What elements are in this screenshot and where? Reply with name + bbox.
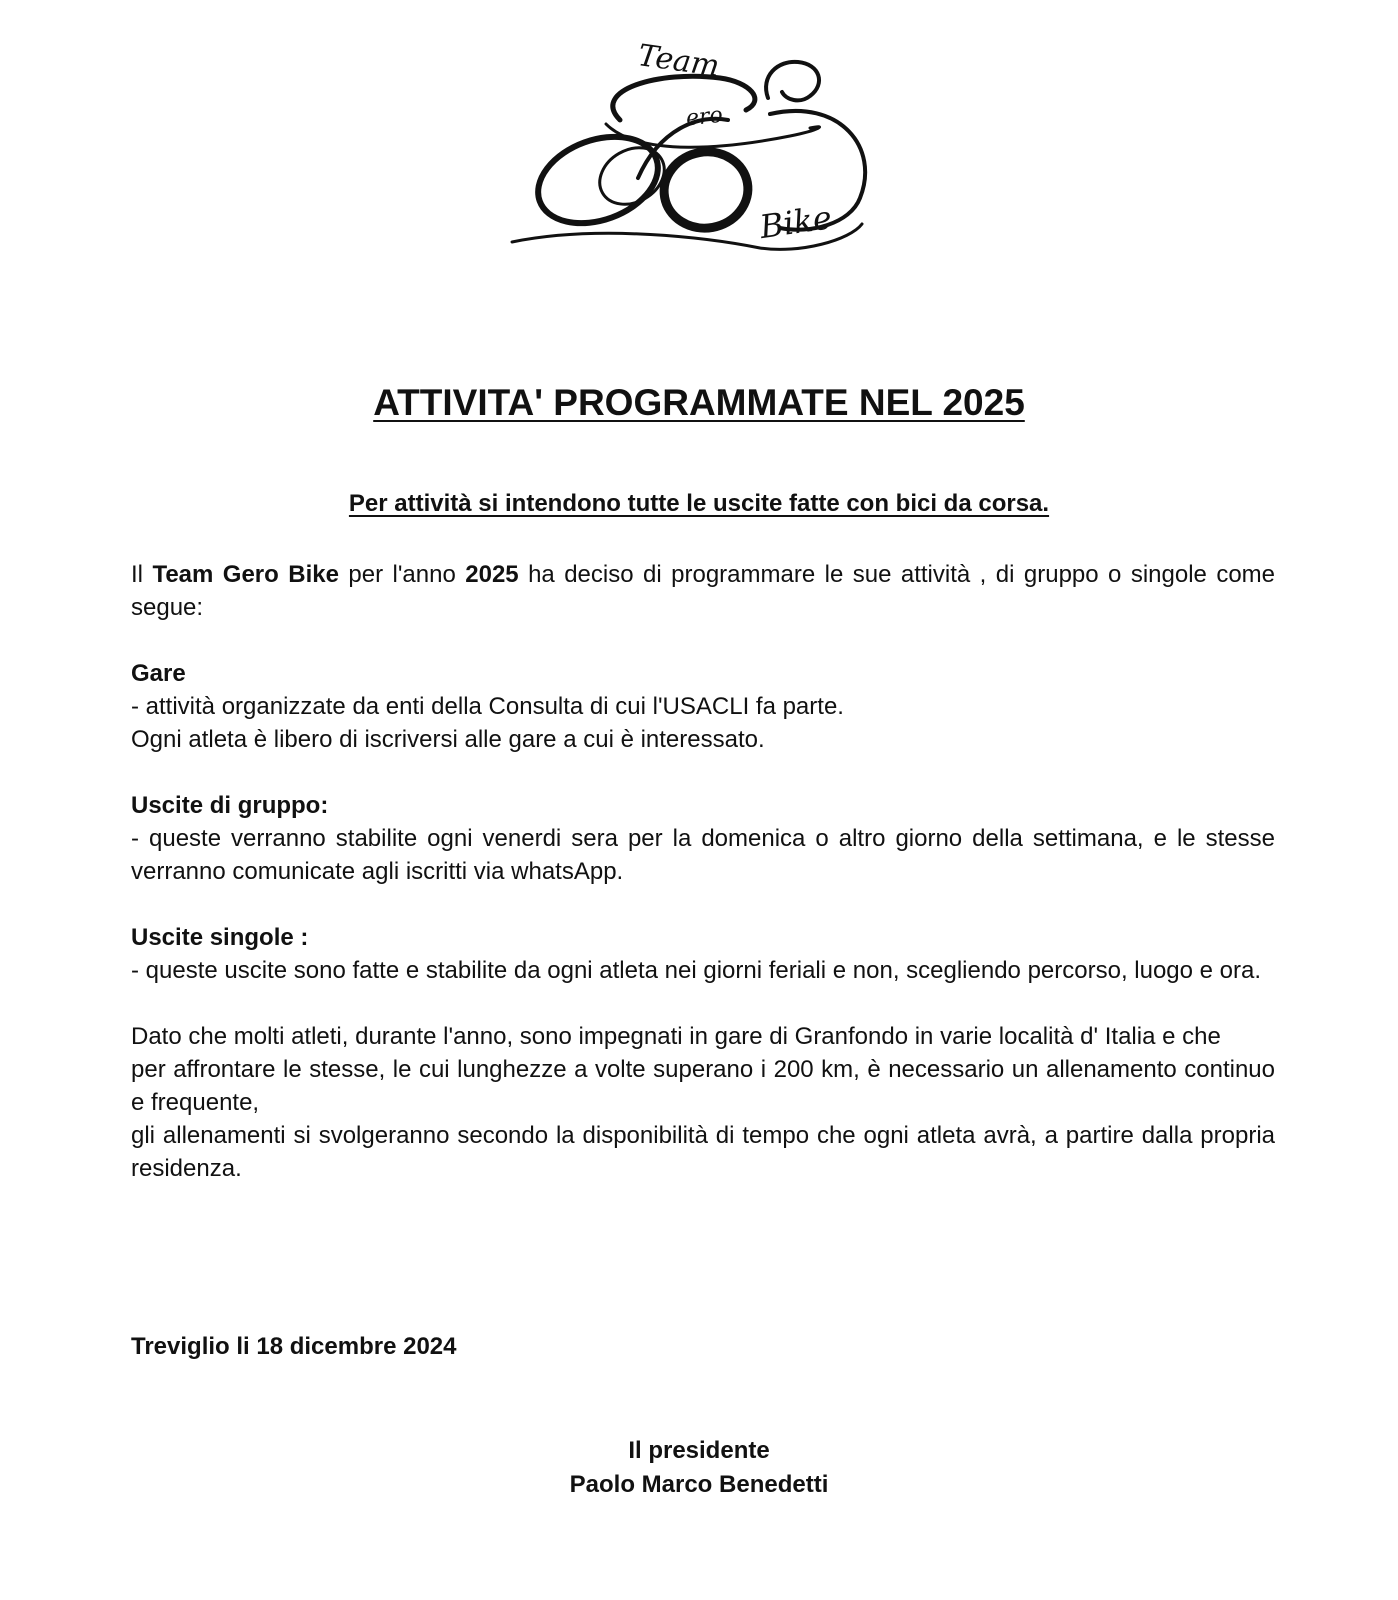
svg-text:Bike: Bike: [757, 198, 835, 247]
intro-text-3: ha deciso di programmare le sue attività , di gruppo o singole come segue:: [131, 561, 1276, 621]
signature-role: Il presidente: [628, 1437, 770, 1464]
signature-block: [0, 1434, 1398, 1502]
closing-line-3: gli allenamenti si svolgeranno secondo la disponibilità di tempo che ogni atleta avrà, a partire dalla propria residenza.: [131, 1122, 1275, 1182]
gare-line-2: Ogni atleta è libero di iscriversi alle gare a cui è interessato.: [131, 726, 765, 753]
intro-paragraph: [131, 558, 1275, 624]
singole-text: - queste uscite sono fatte e stabilite da ogni atleta nei giorni feriali e non, scegliendo percorso, luogo e ora.: [131, 957, 1262, 984]
team-logo: [510, 28, 890, 268]
section-heading-gare: Gare: [131, 660, 186, 687]
page-title: ATTIVITA' PROGRAMMATE NEL 2025: [373, 382, 1025, 423]
svg-text:Team: Team: [635, 38, 722, 85]
intro-text-1: Il: [131, 561, 153, 588]
subtitle: Per attività si intendono tutte le uscite fatte con bici da corsa.: [348, 490, 1050, 517]
gruppo-text: - queste verranno stabilite ogni venerdi sera per la domenica o altro giorno della settimana, e le stesse verranno comunicate agli iscritti via whatsApp.: [131, 825, 1275, 885]
closing-line-1: Dato che molti atleti, durante l'anno, sono impegnati in gare di Granfondo in varie località d' Italia e che: [131, 1023, 1221, 1050]
gare-line-1: - attività organizzate da enti della Consulta di cui l'USACLI fa parte.: [131, 693, 844, 720]
section-heading-singole: Uscite singole :: [131, 924, 309, 951]
intro-text-2: per l'anno: [338, 561, 466, 588]
intro-year: 2025: [465, 561, 519, 588]
document-body: [131, 558, 1275, 1185]
section-heading-gruppo: Uscite di gruppo:: [131, 792, 329, 819]
svg-text:ero: ero: [684, 102, 724, 132]
team-name: Team Gero Bike: [152, 561, 339, 588]
closing-line-2: per affrontare le stesse, le cui lunghezze a volte superano i 200 km, è necessario un allenamento continuo e frequente,: [131, 1056, 1275, 1116]
document-date: Treviglio li 18 dicembre 2024: [131, 1333, 457, 1360]
signature-name: Paolo Marco Benedetti: [569, 1471, 829, 1498]
